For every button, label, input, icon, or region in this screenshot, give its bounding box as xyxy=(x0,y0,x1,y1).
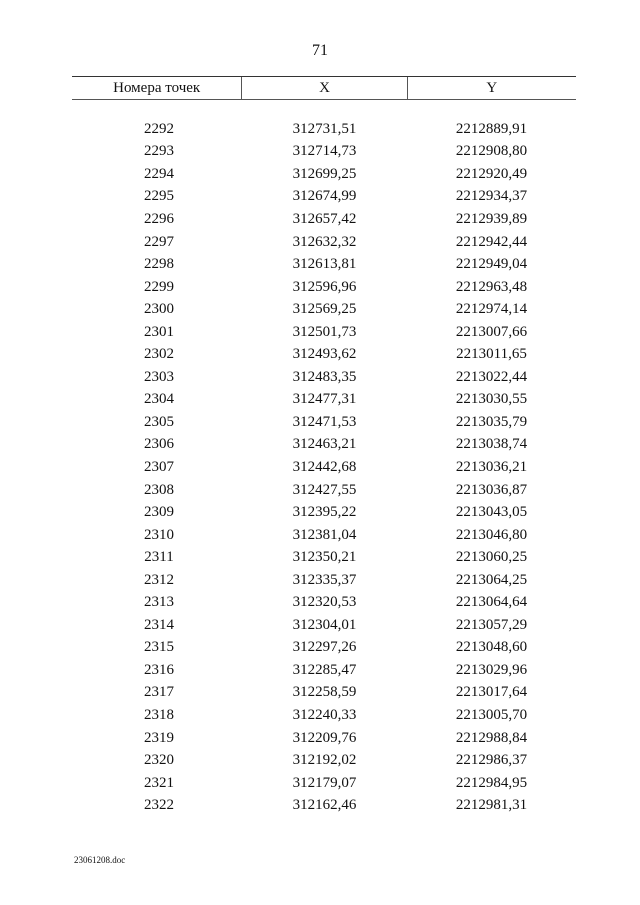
point-number-cell: 2299 xyxy=(144,278,174,295)
point-number-cell: 2301 xyxy=(144,323,174,340)
table-row xyxy=(72,727,576,750)
y-value-cell: 2213022,44 xyxy=(455,368,528,385)
point-number-cell: 2309 xyxy=(144,504,174,521)
table-body xyxy=(72,118,576,817)
x-value-cell: 312501,73 xyxy=(292,323,357,340)
table-row xyxy=(72,163,576,186)
table-row xyxy=(72,524,576,547)
point-number-cell: 2295 xyxy=(144,188,174,205)
table-row xyxy=(72,118,576,141)
point-number-cell: 2298 xyxy=(144,256,174,273)
x-value-cell: 312442,68 xyxy=(292,458,357,475)
table-row xyxy=(72,208,576,231)
x-value-cell: 312674,99 xyxy=(292,188,357,205)
x-value-cell: 312179,07 xyxy=(292,774,357,791)
table-row xyxy=(72,321,576,344)
table-row xyxy=(72,479,576,502)
table-row xyxy=(72,659,576,682)
table-row xyxy=(72,434,576,457)
point-number-cell: 2300 xyxy=(144,301,174,318)
header-y: Y xyxy=(486,80,498,96)
point-number-cell: 2297 xyxy=(144,233,174,250)
x-value-cell: 312463,21 xyxy=(292,436,357,453)
y-value-cell: 2212963,48 xyxy=(455,278,528,295)
x-value-cell: 312320,53 xyxy=(292,594,357,611)
y-value-cell: 2213035,79 xyxy=(455,413,528,430)
x-value-cell: 312493,62 xyxy=(292,346,357,363)
table-row xyxy=(72,231,576,254)
y-value-cell: 2212984,95 xyxy=(455,774,528,791)
x-value-cell: 312714,73 xyxy=(292,143,357,160)
x-value-cell: 312258,59 xyxy=(292,684,357,701)
x-value-cell: 312731,51 xyxy=(292,120,357,137)
page-number: 71 xyxy=(312,42,328,59)
y-value-cell: 2213036,87 xyxy=(455,481,528,498)
point-number-cell: 2296 xyxy=(144,210,174,227)
table-row xyxy=(72,389,576,412)
x-value-cell: 312477,31 xyxy=(292,391,357,408)
table-row xyxy=(72,546,576,569)
y-value-cell: 2212949,04 xyxy=(455,256,528,273)
point-number-cell: 2302 xyxy=(144,346,174,363)
y-value-cell: 2212908,80 xyxy=(455,143,528,160)
table-row xyxy=(72,456,576,479)
table-row xyxy=(72,366,576,389)
table-row xyxy=(72,298,576,321)
y-value-cell: 2212889,91 xyxy=(455,120,528,137)
y-value-cell: 2212988,84 xyxy=(455,729,528,746)
table-row xyxy=(72,682,576,705)
x-value-cell: 312471,53 xyxy=(292,413,357,430)
table-row xyxy=(72,749,576,772)
point-number-cell: 2312 xyxy=(144,571,174,588)
x-value-cell: 312613,81 xyxy=(292,256,357,273)
x-value-cell: 312632,32 xyxy=(292,233,357,250)
y-value-cell: 2212986,37 xyxy=(455,752,528,769)
x-value-cell: 312381,04 xyxy=(292,526,357,543)
point-number-cell: 2321 xyxy=(144,774,174,791)
table-row xyxy=(72,569,576,592)
table-header xyxy=(72,76,576,100)
table-row xyxy=(72,772,576,795)
x-value-cell: 312240,33 xyxy=(292,706,357,723)
point-number-cell: 2317 xyxy=(144,684,174,701)
point-number-cell: 2303 xyxy=(144,368,174,385)
x-value-cell: 312162,46 xyxy=(292,797,357,814)
y-value-cell: 2213007,66 xyxy=(455,323,528,340)
y-value-cell: 2213046,80 xyxy=(455,526,528,543)
y-value-cell: 2213036,21 xyxy=(455,458,528,475)
table-row xyxy=(72,276,576,299)
point-number-cell: 2306 xyxy=(144,436,174,453)
x-value-cell: 312596,96 xyxy=(292,278,357,295)
table-row xyxy=(72,501,576,524)
y-value-cell: 2213064,64 xyxy=(455,594,528,611)
point-number-cell: 2320 xyxy=(144,752,174,769)
point-number-cell: 2319 xyxy=(144,729,174,746)
x-value-cell: 312699,25 xyxy=(292,165,357,182)
x-value-cell: 312192,02 xyxy=(292,752,357,769)
x-value-cell: 312569,25 xyxy=(292,301,357,318)
table-row xyxy=(72,704,576,727)
point-number-cell: 2322 xyxy=(144,797,174,814)
y-value-cell: 2212942,44 xyxy=(455,233,528,250)
y-value-cell: 2213017,64 xyxy=(455,684,528,701)
header-x: X xyxy=(242,77,407,99)
y-value-cell: 2213064,25 xyxy=(455,571,528,588)
y-value-cell: 2213038,74 xyxy=(455,436,528,453)
point-number-cell: 2316 xyxy=(144,661,174,678)
x-value-cell: 312335,37 xyxy=(292,571,357,588)
table-row xyxy=(72,343,576,366)
table-row xyxy=(72,614,576,637)
x-value-cell: 312209,76 xyxy=(292,729,357,746)
y-value-cell: 2213011,65 xyxy=(456,346,527,363)
x-value-cell: 312395,22 xyxy=(292,504,357,521)
header-point-numbers: Номера точек xyxy=(72,77,242,99)
point-number-cell: 2308 xyxy=(144,481,174,498)
point-number-cell: 2318 xyxy=(144,706,174,723)
point-number-cell: 2292 xyxy=(144,120,174,137)
table-row xyxy=(72,186,576,209)
y-value-cell: 2212934,37 xyxy=(455,188,528,205)
point-number-cell: 2305 xyxy=(144,413,174,430)
table-row xyxy=(72,637,576,660)
y-value-cell: 2213043,05 xyxy=(455,504,528,521)
table-row xyxy=(72,141,576,164)
point-number-cell: 2310 xyxy=(144,526,174,543)
y-value-cell: 2212974,14 xyxy=(455,301,528,318)
y-value-cell: 2213030,55 xyxy=(455,391,528,408)
y-value-cell: 2213057,29 xyxy=(455,616,528,633)
point-number-cell: 2294 xyxy=(144,165,174,182)
table-row xyxy=(72,794,576,817)
y-value-cell: 2213029,96 xyxy=(455,661,528,678)
x-value-cell: 312297,26 xyxy=(292,639,357,656)
point-number-cell: 2311 xyxy=(144,549,174,566)
x-value-cell: 312304,01 xyxy=(292,616,357,633)
y-value-cell: 2213048,60 xyxy=(455,639,528,656)
point-number-cell: 2293 xyxy=(144,143,174,160)
point-number-cell: 2313 xyxy=(144,594,174,611)
y-value-cell: 2212939,89 xyxy=(455,210,528,227)
y-value-cell: 2213005,70 xyxy=(455,706,528,723)
table-row xyxy=(72,411,576,434)
x-value-cell: 312350,21 xyxy=(292,549,357,566)
x-value-cell: 312657,42 xyxy=(292,210,357,227)
point-number-cell: 2304 xyxy=(144,391,174,408)
x-value-cell: 312483,35 xyxy=(292,368,357,385)
y-value-cell: 2212920,49 xyxy=(455,165,528,182)
y-value-cell: 2212981,31 xyxy=(455,797,528,814)
footer-filename: 23061208.doc xyxy=(74,855,126,865)
point-number-cell: 2314 xyxy=(144,616,174,633)
point-number-cell: 2315 xyxy=(144,639,174,656)
table-row xyxy=(72,591,576,614)
table-row xyxy=(72,253,576,276)
x-value-cell: 312427,55 xyxy=(292,481,357,498)
x-value-cell: 312285,47 xyxy=(292,661,357,678)
y-value-cell: 2213060,25 xyxy=(455,549,528,566)
point-number-cell: 2307 xyxy=(144,458,174,475)
